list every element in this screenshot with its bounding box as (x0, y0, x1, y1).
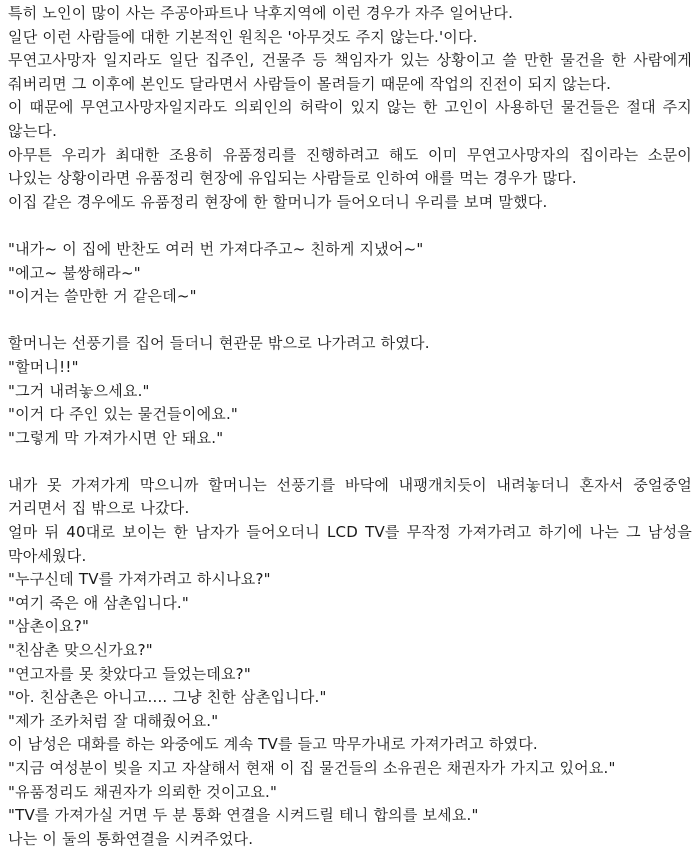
paragraph: 얼마 뒤 40대로 보이는 한 남자가 들어오더니 LCD TV를 무작정 가져가려고 하기에 나는 그 남성을 막아세웠다. (8, 523, 692, 565)
paragraph: 무연고사망자 일지라도 일단 집주인, 건물주 등 책임자가 있는 상황이고 쓸 만한 물건을 한 사람에게 줘버리면 그 이후에 본인도 달라면서 사람들이 몰려들기 때문에 작업의 진전이 되지 않는다. (8, 51, 692, 93)
dialogue-line: "삼촌이요?" (8, 617, 90, 636)
paragraph: 내가 못 가져가게 막으니까 할머니는 선풍기를 바닥에 내팽개치듯이 내려놓더니 혼자서 중얼중얼 거리면서 집 밖으로 나갔다. (8, 475, 692, 518)
paragraph: 이 남성은 대화를 하는 와중에도 계속 TV를 들고 막무가내로 가져가려고 하였다. (8, 735, 538, 754)
dialogue-line: "제가 조카처럼 잘 대해줬어요." (8, 711, 219, 730)
dialogue-line: "TV를 가져가실 거면 두 분 통화 연결을 시켜드릴 테니 합의를 보세요." (8, 806, 479, 825)
paragraph: 이집 같은 경우에도 유품정리 현장에 한 할머니가 들어오더니 우리를 보며 말했다. (8, 192, 548, 211)
blank-line (8, 450, 692, 474)
document-body (8, 2, 692, 851)
dialogue-line: "그거 내려놓으세요." (8, 381, 150, 400)
dialogue-line: "에고~ 불쌍해라~" (8, 263, 141, 282)
blank-line (8, 214, 692, 238)
dialogue-line: "여기 죽은 애 삼촌입니다." (8, 593, 189, 612)
paragraph: 아무튼 우리가 최대한 조용히 유품정리를 진행하려고 해도 이미 무연고사망자의 집이라는 소문이 나있는 상황이라면 유품정리 현장에 유입되는 사람들로 인하여 애를 먹는 경우가 많다. (8, 145, 692, 188)
dialogue-line: "친삼촌 맞으신가요?" (8, 641, 153, 660)
blank-line (8, 309, 692, 333)
dialogue-line: "내가~ 이 집에 반찬도 여러 번 가져다주고~ 친하게 지냈어~" (8, 239, 424, 258)
dialogue-line: "할머니!!" (8, 357, 79, 376)
dialogue-line: "그렇게 막 가져가시면 안 돼요." (8, 428, 224, 447)
dialogue-line: "이거는 쓸만한 거 같은데~" (8, 287, 197, 306)
paragraph: 나는 이 둘의 통화연결을 시켜주었다. (8, 829, 254, 848)
paragraph: 일단 이런 사람들에 대한 기본적인 원칙은 '아무것도 주지 않는다.'이다. (8, 27, 478, 46)
paragraph: 이 때문에 무연고사망자일지라도 의뢰인의 허락이 있지 않는 한 고인이 사용하던 물건들은 절대 주지 않는다. (8, 98, 692, 140)
dialogue-line: "아. 친삼촌은 아니고.... 그냥 친한 삼촌입니다." (8, 688, 327, 707)
dialogue-line: "누구신데 TV를 가져가려고 하시나요?" (8, 570, 271, 589)
dialogue-line: "지금 여성분이 빚을 지고 자살해서 현재 이 집 물건들의 소유권은 채권자가 가지고 있어요." (8, 759, 616, 777)
dialogue-line: "이거 다 주인 있는 물건들이에요." (8, 405, 239, 424)
dialogue-line: "연고자를 못 찾았다고 들었는데요?" (8, 664, 251, 683)
paragraph: 할머니는 선풍기를 집어 들더니 현관문 밖으로 나가려고 하였다. (8, 334, 430, 353)
dialogue-line: "유품정리도 채권자가 의뢰한 것이고요." (8, 782, 278, 801)
paragraph: 특히 노인이 많이 사는 주공아파트나 낙후지역에 이런 경우가 자주 일어난다. (8, 4, 514, 22)
